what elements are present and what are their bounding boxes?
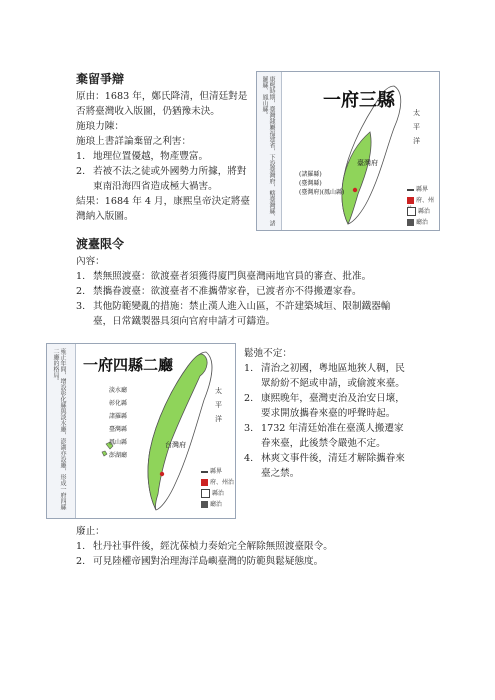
map-legend: [407, 184, 439, 228]
list-item: 3. 其他防範變亂的措施：禁止漢人進入山區，不許建築城垣、限制鐵器輸臺，日常鐵製器具須向官府申請才可鑄造。: [76, 301, 391, 327]
county-label: 鳳山縣: [109, 439, 128, 446]
map-title: 一府三縣: [323, 90, 395, 111]
map-sidebar: [257, 72, 282, 230]
city-label: 台灣府: [165, 441, 186, 449]
legend-item: 縣治: [201, 488, 234, 499]
advocate-text: 施琅力陳：: [76, 121, 124, 132]
city-label: 臺灣府: [357, 159, 378, 167]
abolish-label: 廢止：: [76, 526, 105, 537]
section1-body: [76, 89, 252, 224]
intro-text: 原由：1683 年，鄭氏降清，但清廷對是否將臺灣收入版圖，仍猶豫未決。: [76, 91, 248, 117]
result-text: 結果：1684 年 4 月，康熙皇帝決定將臺灣納入版圖。: [76, 196, 250, 222]
county-label: 淡水廳: [109, 387, 128, 394]
list-item: 1. 地理位置優越，物產豐富。: [76, 151, 209, 162]
legend-item: 縣界: [407, 184, 439, 195]
list-item: 2. 可見陸權帝國對治理海洋島嶼臺灣的防範與鬆疑態度。: [76, 556, 324, 567]
loosen-label: 鬆弛不定：: [244, 348, 292, 359]
list-item: 1. 牡丹社事件後，經沈葆楨力奏始完全解除無照渡臺限令。: [76, 541, 333, 552]
map-sidebar: [47, 344, 76, 518]
legend-item: 府、州治: [201, 477, 234, 488]
county-label: 臺灣縣: [109, 426, 128, 433]
legend-item: 廳治: [201, 499, 234, 510]
sea-label: 太平洋: [215, 387, 222, 423]
map-legend: [201, 466, 234, 510]
content-label: 內容：: [76, 256, 105, 267]
list-item: 1. 清治之初國，粵地區地狹人稠，民眾紛紛不絕或申請，或偷渡來臺。: [244, 363, 405, 389]
county-label: (臺灣府)(鳳山縣): [299, 189, 345, 196]
section4-body: [76, 524, 416, 569]
section2-body: [76, 254, 396, 329]
prefecture-seat-marker: [160, 472, 164, 476]
map-one-prefecture-three-counties: [256, 71, 440, 231]
section-heading-abandon-debate: 棄留爭辯: [76, 72, 125, 86]
list-item: 2. 若被不法之徒或外國勢力所據，將對東南沿海四省造成極大禍害。: [76, 166, 247, 192]
map-one-prefecture-four-counties-two-subprefectures: [46, 343, 236, 519]
section-heading-crossing-restriction: 渡臺限令: [76, 237, 125, 251]
legend-item: 廳治: [407, 217, 439, 228]
map-side-text: 雍正年間，增設彰化縣與淡水廳，澎湖亦設廳，形成一府四縣二廳的格局。: [52, 348, 66, 510]
map-side-text: 康熙時期，臺灣隸屬福建省，下設臺灣府，轄臺灣縣、諸羅縣、鳳山縣。: [261, 76, 275, 226]
county-labels: [299, 170, 359, 197]
county-labels: [109, 384, 159, 462]
county-label: 諸羅縣: [109, 413, 128, 420]
county-label: 澎湖廳: [109, 452, 128, 459]
section3-body: [244, 346, 410, 481]
county-label: (諸羅縣): [299, 171, 322, 178]
legend-item: 縣界: [201, 466, 234, 477]
list-item: 1. 禁無照渡臺：欲渡臺者須獲得廈門與臺灣兩地官員的審查、批准。: [76, 271, 372, 282]
county-label: 彰化縣: [109, 400, 128, 407]
list-item: 2. 康熙晚年，臺灣吏治及治安日壞，要求開放攜眷來臺的呼聲時起。: [244, 393, 405, 419]
county-label: (臺灣縣): [299, 180, 322, 187]
legend-item: 縣治: [407, 206, 439, 217]
legend-item: 府、州: [407, 195, 439, 206]
sea-label: 太平洋: [413, 109, 420, 145]
map-title: 一府四縣二廳: [83, 356, 174, 374]
memorial-text: 施琅上書詳論棄留之利害：: [76, 136, 192, 147]
list-item: 2. 禁攜眷渡臺：欲渡臺者不准攜帶家眷，已渡者亦不得搬遷家眷。: [76, 286, 362, 297]
list-item: 4. 林爽文事件後，清廷才解除攜眷來臺之禁。: [244, 453, 405, 479]
list-item: 3. 1732 年清廷始准在臺漢人搬遷家眷來臺，此後禁令嚴弛不定。: [244, 423, 404, 449]
